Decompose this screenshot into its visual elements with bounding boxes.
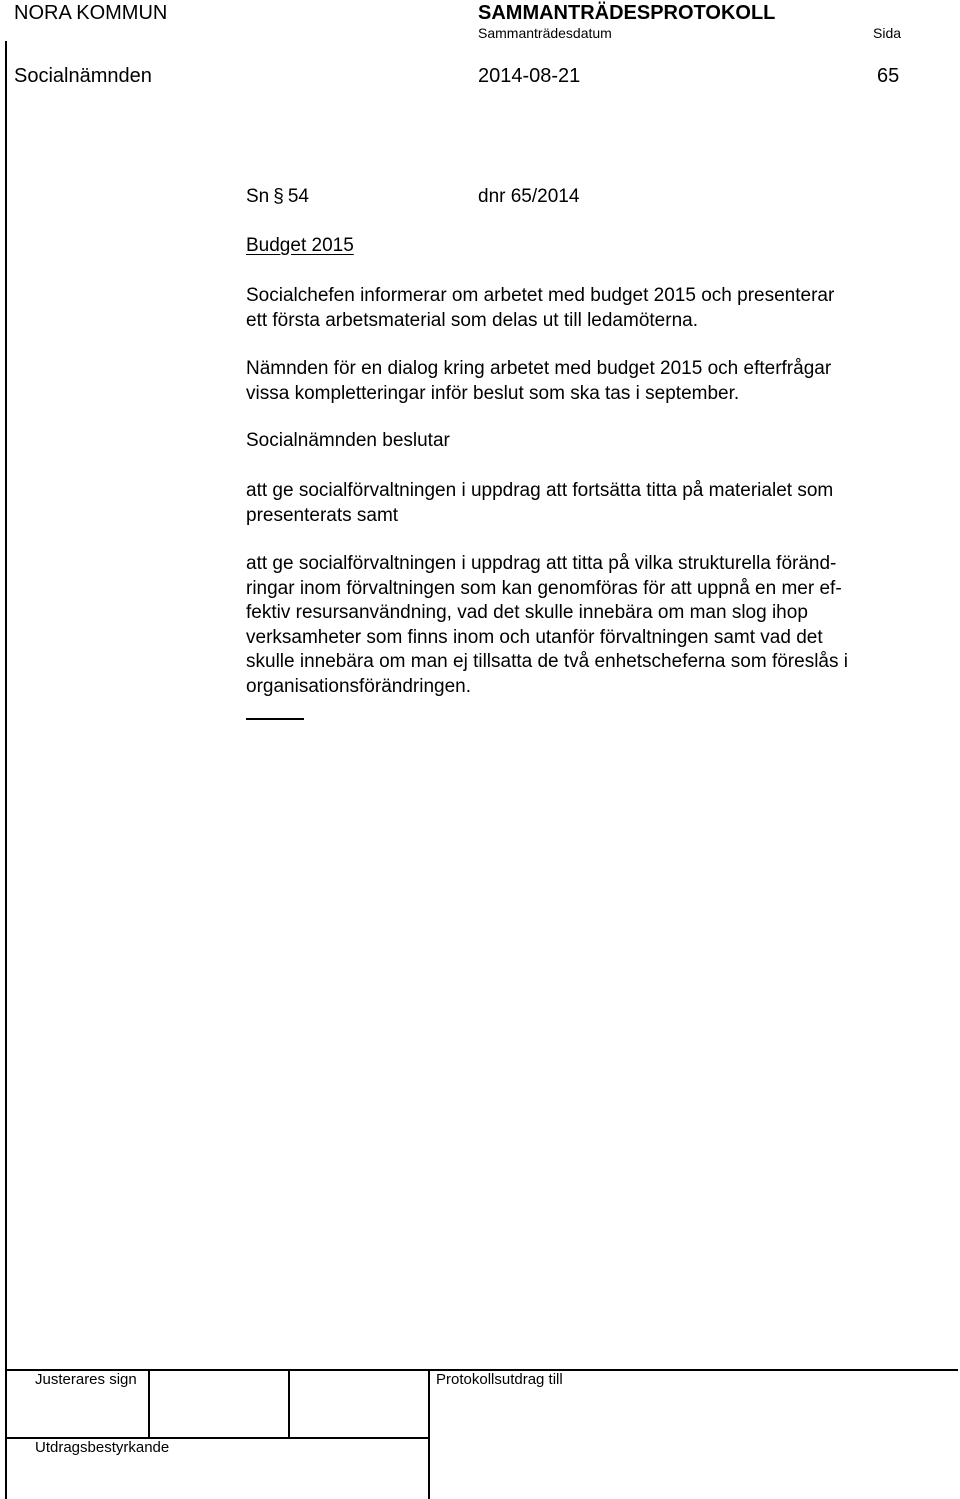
page-label: Sida [873,25,902,41]
organization-name: NORA KOMMUN [14,2,168,24]
committee-name: Socialnämnden [14,65,152,87]
decision-line: ringar inom förvaltningen som kan genomföras för att uppnå en mer ef- [246,577,842,599]
decision-line: verksamheter som finns inom och utanför förvaltningen samt vad det [246,626,823,648]
decision-line: skulle innebära om man ej tillsatta de två enhetscheferna som föreslås i [246,651,848,672]
section-title: Budget 2015 [246,235,354,256]
extract-to-label: Protokollsutdrag till [436,1371,563,1388]
decision-item-2 [246,552,936,699]
section-number [246,186,309,208]
decision-heading: Socialnämnden beslutar [246,430,450,451]
decision-line: att ge socialförvaltningen i uppdrag att titta på vilka strukturella föränd- [246,553,837,574]
decision-line: fektiv resursanvändning, vad det skulle innebära om man slog ihop [246,602,808,623]
section-number-value: 54 [287,186,309,207]
paragraph-line: ett första arbetsmaterial som delas ut till ledamöterna. [246,309,698,331]
registration-number: dnr 65/2014 [478,186,580,207]
paragraph-sign: § [273,186,284,207]
signer-label: Justerares sign [35,1371,137,1388]
decision-item-1 [246,479,936,528]
section-prefix: Sn [246,186,270,207]
paragraph-2 [246,357,936,406]
document-type: SAMMANTRÄDESPROTOKOLL [478,2,776,24]
left-margin-rule [5,41,7,1499]
decision-line: att ge socialförvaltningen i uppdrag att fortsätta titta på materialet som [246,480,834,501]
footer-divider-2 [288,1369,290,1438]
decision-line: organisationsförändringen. [246,675,471,697]
footer-divider-1 [148,1369,150,1438]
end-of-section-rule [246,718,304,720]
paragraph-1 [246,284,936,333]
paragraph-line: Socialchefen informerar om arbetet med budget 2015 och presenterar [246,285,835,306]
decision-line: presenterats samt [246,504,399,526]
paragraph-line: vissa kompletteringar inför beslut som ska tas i september. [246,382,740,404]
certifier-label: Utdragsbestyrkande [35,1439,170,1456]
page-number: 65 [877,65,900,87]
meeting-date: 2014-08-21 [478,65,581,87]
footer-divider-3 [428,1369,430,1499]
paragraph-line: Nämnden för en dialog kring arbetet med budget 2015 och efterfrågar [246,358,832,379]
meeting-date-label: Sammanträdesdatum [478,25,612,41]
